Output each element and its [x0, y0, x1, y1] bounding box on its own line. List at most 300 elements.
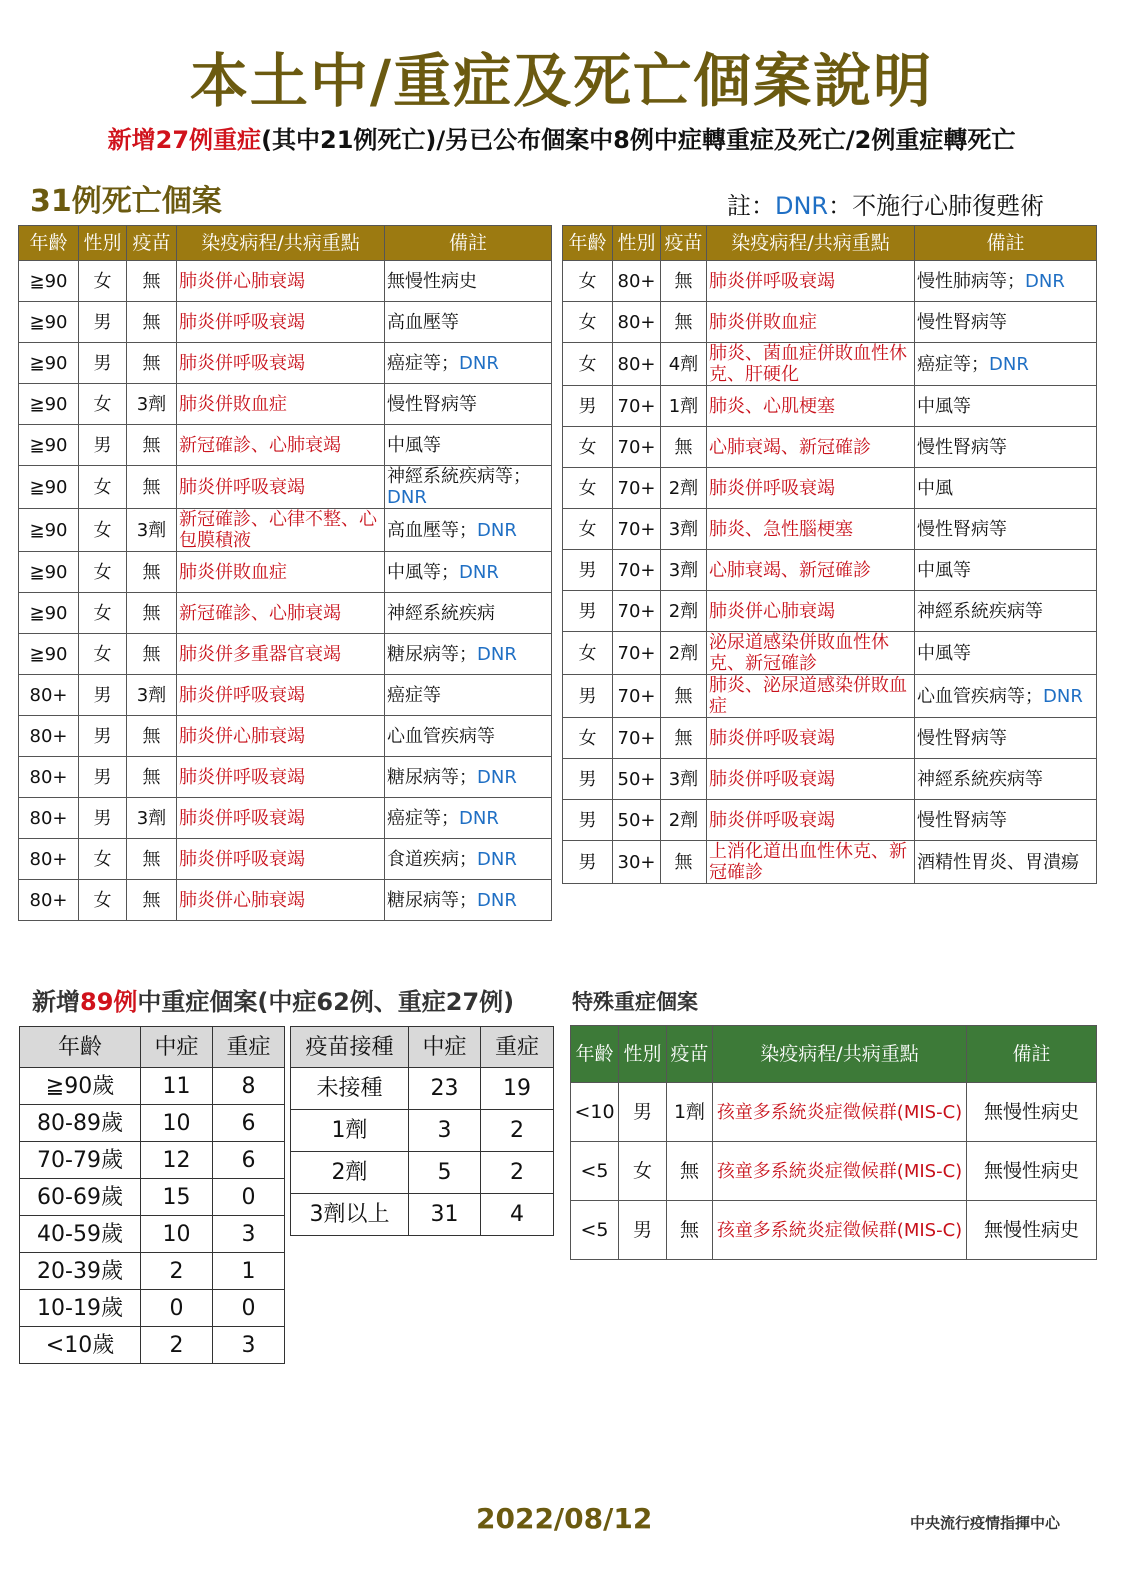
cell-note — [385, 509, 552, 552]
cell-course: 肺炎併敗血症 — [177, 552, 385, 593]
cell-note — [385, 425, 552, 466]
note-text: 心血管疾病等； — [917, 685, 1043, 707]
table-cell: <10歲 — [20, 1327, 141, 1364]
table-cell: 3 — [213, 1216, 285, 1253]
cell-vaccine: 3劑 — [127, 675, 177, 716]
cell-col2: 70+ — [613, 550, 661, 591]
note-text: 神經系統疾病 — [387, 602, 495, 624]
dnr-label: DNR — [477, 889, 517, 911]
table-row — [291, 1110, 554, 1152]
cell-note — [915, 800, 1097, 841]
table-cell: 70-79歲 — [20, 1142, 141, 1179]
cell-note — [385, 343, 552, 384]
cell-col2: 男 — [79, 757, 127, 798]
table-row — [20, 1142, 285, 1179]
note-text: 神經系統疾病等 — [917, 600, 1043, 622]
cell-vaccine: 3劑 — [127, 798, 177, 839]
cell-vaccine: 無 — [127, 757, 177, 798]
cell-col2: 男 — [79, 798, 127, 839]
column-header: 年齡 — [20, 1027, 141, 1068]
note-dnr: DNR — [775, 192, 829, 220]
note-text: 無慢性病史 — [387, 270, 477, 292]
cell-col2: 70+ — [613, 632, 661, 675]
table-cell: 23 — [409, 1068, 481, 1110]
cell-col1: 80+ — [19, 798, 79, 839]
table-cell: 1劑 — [291, 1110, 409, 1152]
cell-course: 肺炎併呼吸衰竭 — [707, 468, 915, 509]
cell-course: 肺炎併呼吸衰竭 — [707, 800, 915, 841]
cell-course: 肺炎併呼吸衰竭 — [177, 343, 385, 384]
table-cell: 3劑以上 — [291, 1194, 409, 1236]
table-cell: 女 — [619, 1142, 667, 1201]
dnr-label: DNR — [459, 561, 499, 583]
note-text: 糖尿病等； — [387, 643, 477, 665]
table-row — [19, 798, 552, 839]
note-text: ：不施行心肺復甦術 — [828, 192, 1045, 220]
cell-note — [915, 591, 1097, 632]
deaths-section-title: 31例死亡個案 — [30, 184, 222, 219]
cell-note — [915, 718, 1097, 759]
cell-col1: ≧90 — [19, 466, 79, 509]
cell-course: 肺炎併心肺衰竭 — [177, 880, 385, 921]
cell-col2: 50+ — [613, 759, 661, 800]
cell-col1: ≧90 — [19, 593, 79, 634]
table-row — [20, 1179, 285, 1216]
cell-col1: 80+ — [19, 675, 79, 716]
organization-name: 中央流行疫情指揮中心 — [910, 1514, 1061, 1532]
cell-note — [915, 302, 1097, 343]
cell-vaccine: 2劑 — [661, 468, 707, 509]
cell-vaccine: 1劑 — [661, 386, 707, 427]
table-row — [20, 1216, 285, 1253]
cell-vaccine: 2劑 — [661, 800, 707, 841]
death-table-left — [18, 225, 552, 921]
table-cell: 2劑 — [291, 1152, 409, 1194]
cell-col2: 70+ — [613, 509, 661, 550]
column-header: 疫苗 — [127, 226, 177, 261]
cell-col1: 男 — [563, 841, 613, 884]
cell-col1: 女 — [563, 343, 613, 386]
cell-col1: ≧90 — [19, 634, 79, 675]
vaccine-stats-table — [290, 1026, 554, 1236]
cell-vaccine: 無 — [661, 718, 707, 759]
cell-col2: 女 — [79, 552, 127, 593]
cell-vaccine: 無 — [661, 427, 707, 468]
table-cell: 0 — [141, 1290, 213, 1327]
cell-course: 心肺衰竭、新冠確診 — [707, 550, 915, 591]
page-subtitle — [0, 120, 1123, 155]
note-text: 慢性腎病等 — [917, 518, 1007, 540]
cell-course: 肺炎併呼吸衰竭 — [177, 675, 385, 716]
cell-note — [915, 468, 1097, 509]
note-text: 神經系統疾病等； — [387, 466, 531, 487]
table-cell: 男 — [619, 1201, 667, 1260]
cell-col1: 80+ — [19, 716, 79, 757]
cell-col2: 女 — [79, 634, 127, 675]
cell-note — [385, 552, 552, 593]
table-cell: 11 — [141, 1068, 213, 1105]
table-row — [19, 880, 552, 921]
table-cell: 10-19歲 — [20, 1290, 141, 1327]
column-header: 疫苗 — [661, 226, 707, 261]
table-cell: 15 — [141, 1179, 213, 1216]
table-cell: 2 — [141, 1327, 213, 1364]
cell-course: 上消化道出血性休克、新冠確診 — [707, 841, 915, 884]
column-header: 染疫病程/共病重點 — [177, 226, 385, 261]
table-row — [563, 302, 1097, 343]
cell-col1: 80+ — [19, 839, 79, 880]
table-cell: 2 — [141, 1253, 213, 1290]
table-row — [563, 800, 1097, 841]
cell-col2: 女 — [79, 839, 127, 880]
cell-col2: 50+ — [613, 800, 661, 841]
cell-col2: 80+ — [613, 343, 661, 386]
note-text: 慢性腎病等 — [387, 393, 477, 415]
severe-title-a: 新增 — [32, 988, 80, 1016]
cell-col1: ≧90 — [19, 384, 79, 425]
cell-course: 肺炎併多重器官衰竭 — [177, 634, 385, 675]
column-header: 性別 — [79, 226, 127, 261]
note-text: 中風等； — [387, 561, 459, 583]
cell-vaccine: 2劑 — [661, 632, 707, 675]
table-cell: 6 — [213, 1105, 285, 1142]
table-cell: 未接種 — [291, 1068, 409, 1110]
table-cell: 3 — [409, 1110, 481, 1152]
dnr-label: DNR — [459, 352, 499, 374]
table-row — [20, 1105, 285, 1142]
cell-course: 肺炎、急性腦梗塞 — [707, 509, 915, 550]
table-row — [563, 759, 1097, 800]
cell-col2: 30+ — [613, 841, 661, 884]
cell-col2: 女 — [79, 880, 127, 921]
cell-note — [385, 675, 552, 716]
cell-col1: ≧90 — [19, 552, 79, 593]
table-row — [571, 1201, 1097, 1260]
cell-vaccine: 3劑 — [661, 759, 707, 800]
cell-vaccine: 無 — [127, 466, 177, 509]
cell-course: 肺炎併呼吸衰竭 — [707, 261, 915, 302]
cell-vaccine: 3劑 — [127, 509, 177, 552]
table-row — [571, 1142, 1097, 1201]
subtitle-rest: (其中21例死亡)/另已公布個案中8例中症轉重症及死亡/2例重症轉死亡 — [261, 126, 1016, 154]
dnr-label: DNR — [989, 353, 1029, 375]
cell-vaccine: 無 — [661, 675, 707, 718]
cell-col2: 男 — [79, 302, 127, 343]
cell-col2: 70+ — [613, 718, 661, 759]
table-cell: <10 — [571, 1083, 619, 1142]
subtitle-highlight: 新增27例重症 — [107, 126, 262, 154]
cell-vaccine: 3劑 — [661, 509, 707, 550]
table-cell: 80-89歲 — [20, 1105, 141, 1142]
table-cell: 2 — [481, 1110, 554, 1152]
note-text: 慢性腎病等 — [917, 436, 1007, 458]
page-title: 本土中/重症及死亡個案說明 — [189, 47, 934, 115]
cell-note — [915, 759, 1097, 800]
table-row — [19, 343, 552, 384]
column-header: 染疫病程/共病重點 — [713, 1026, 967, 1083]
table-row — [20, 1327, 285, 1364]
table-row — [563, 343, 1097, 386]
note-text: 酒精性胃炎、胃潰瘍 — [917, 851, 1079, 873]
cell-col2: 70+ — [613, 591, 661, 632]
cell-note — [915, 386, 1097, 427]
table-cell: 19 — [481, 1068, 554, 1110]
cell-vaccine: 無 — [127, 261, 177, 302]
cell-note — [385, 634, 552, 675]
dnr-label: DNR — [477, 848, 517, 870]
table-cell: 0 — [213, 1179, 285, 1216]
cell-course: 肺炎併呼吸衰竭 — [177, 466, 385, 509]
table-row — [563, 509, 1097, 550]
dnr-label: DNR — [1043, 685, 1083, 707]
table-cell: 無 — [667, 1142, 713, 1201]
table-cell: 孩童多系統炎症徵候群(MIS-C) — [713, 1201, 967, 1260]
table-row — [563, 675, 1097, 718]
note-text: 癌症等 — [387, 684, 441, 706]
column-header: 疫苗接種 — [291, 1027, 409, 1068]
severe-section-title — [32, 982, 514, 1017]
table-cell: 男 — [619, 1083, 667, 1142]
table-cell: 無慢性病史 — [967, 1083, 1097, 1142]
table-row — [19, 302, 552, 343]
table-row — [19, 466, 552, 509]
cell-vaccine: 無 — [661, 261, 707, 302]
note-text: 高血壓等 — [387, 311, 459, 333]
cell-col2: 80+ — [613, 302, 661, 343]
table-row — [563, 632, 1097, 675]
table-row — [291, 1068, 554, 1110]
cell-note — [915, 632, 1097, 675]
cell-col1: 女 — [563, 427, 613, 468]
table-cell: 60-69歲 — [20, 1179, 141, 1216]
table-row — [19, 509, 552, 552]
table-row — [291, 1194, 554, 1236]
note-text: 神經系統疾病等 — [917, 768, 1043, 790]
table-cell: 2 — [481, 1152, 554, 1194]
cell-vaccine: 無 — [127, 634, 177, 675]
cell-course: 泌尿道感染併敗血性休克、新冠確診 — [707, 632, 915, 675]
table-cell: 0 — [213, 1290, 285, 1327]
cell-col2: 女 — [79, 466, 127, 509]
note-text: 中風等 — [917, 395, 971, 417]
note-text: 中風等 — [917, 642, 971, 664]
note-text: 慢性腎病等 — [917, 311, 1007, 333]
cell-course: 肺炎、泌尿道感染併敗血症 — [707, 675, 915, 718]
note-text: 糖尿病等； — [387, 889, 477, 911]
cell-col1: 80+ — [19, 880, 79, 921]
table-row — [563, 591, 1097, 632]
note-text: 心血管疾病等 — [387, 725, 495, 747]
note-text: 中風等 — [387, 434, 441, 456]
cell-col1: ≧90 — [19, 261, 79, 302]
table-cell: 無慢性病史 — [967, 1142, 1097, 1201]
table-cell: 4 — [481, 1194, 554, 1236]
dnr-label: DNR — [1025, 270, 1065, 292]
cell-note — [385, 798, 552, 839]
note-text: 慢性腎病等 — [917, 727, 1007, 749]
note-text: 糖尿病等； — [387, 766, 477, 788]
cell-note — [385, 466, 552, 509]
cell-course: 肺炎併心肺衰竭 — [707, 591, 915, 632]
column-header: 疫苗 — [667, 1026, 713, 1083]
cell-vaccine: 無 — [127, 302, 177, 343]
column-header: 性別 — [613, 226, 661, 261]
cell-col2: 男 — [79, 343, 127, 384]
cell-vaccine: 無 — [127, 593, 177, 634]
column-header: 中症 — [141, 1027, 213, 1068]
cell-note — [915, 550, 1097, 591]
table-cell: ≧90歲 — [20, 1068, 141, 1105]
report-date: 2022/08/12 — [476, 1502, 653, 1535]
note-text: 癌症等； — [387, 807, 459, 829]
note-prefix: 註： — [727, 192, 775, 220]
column-header: 年齡 — [19, 226, 79, 261]
table-row — [563, 718, 1097, 759]
cell-vaccine: 3劑 — [127, 384, 177, 425]
cell-vaccine: 3劑 — [661, 550, 707, 591]
table-cell: 5 — [409, 1152, 481, 1194]
cell-vaccine: 無 — [127, 839, 177, 880]
table-row — [19, 552, 552, 593]
cell-note — [915, 427, 1097, 468]
cell-note — [385, 839, 552, 880]
table-row — [19, 384, 552, 425]
cell-course: 新冠確診、心肺衰竭 — [177, 425, 385, 466]
cell-course: 肺炎併呼吸衰竭 — [707, 759, 915, 800]
severe-title-c: 中重症個案(中症62例、重症27例) — [137, 988, 515, 1016]
cell-note — [385, 716, 552, 757]
table-cell: 無 — [667, 1201, 713, 1260]
cell-note — [915, 343, 1097, 386]
cell-col2: 女 — [79, 261, 127, 302]
column-header: 年齡 — [571, 1026, 619, 1083]
table-row — [571, 1083, 1097, 1142]
cell-col2: 男 — [79, 675, 127, 716]
cell-note — [385, 261, 552, 302]
cell-col2: 70+ — [613, 386, 661, 427]
table-row — [563, 468, 1097, 509]
column-header: 染疫病程/共病重點 — [707, 226, 915, 261]
note-text: 癌症等； — [917, 353, 989, 375]
note-text: 中風 — [917, 477, 953, 499]
cell-col1: 女 — [563, 718, 613, 759]
table-cell: 10 — [141, 1105, 213, 1142]
special-cases-table — [570, 1025, 1097, 1260]
cell-col2: 70+ — [613, 675, 661, 718]
column-header: 重症 — [213, 1027, 285, 1068]
cell-course: 肺炎、心肌梗塞 — [707, 386, 915, 427]
table-row — [563, 386, 1097, 427]
cell-col1: 男 — [563, 591, 613, 632]
cell-col1: ≧90 — [19, 509, 79, 552]
cell-course: 肺炎併呼吸衰竭 — [177, 839, 385, 880]
cell-vaccine: 無 — [127, 343, 177, 384]
cell-note — [385, 880, 552, 921]
note-text: 慢性肺病等； — [917, 270, 1025, 292]
table-row — [563, 841, 1097, 884]
cell-note — [915, 261, 1097, 302]
table-cell: 無慢性病史 — [967, 1201, 1097, 1260]
table-row — [19, 425, 552, 466]
cell-col2: 80+ — [613, 261, 661, 302]
table-row — [19, 757, 552, 798]
table-cell: <5 — [571, 1142, 619, 1201]
table-cell: 6 — [213, 1142, 285, 1179]
cell-col1: 女 — [563, 302, 613, 343]
dnr-note — [727, 186, 1044, 221]
cell-course: 心肺衰竭、新冠確診 — [707, 427, 915, 468]
cell-vaccine: 無 — [127, 552, 177, 593]
cell-col1: 80+ — [19, 757, 79, 798]
cell-course: 肺炎併心肺衰竭 — [177, 716, 385, 757]
note-text: 慢性腎病等 — [917, 809, 1007, 831]
death-table-right — [562, 225, 1097, 884]
column-header: 性別 — [619, 1026, 667, 1083]
table-cell: 20-39歲 — [20, 1253, 141, 1290]
table-cell: 8 — [213, 1068, 285, 1105]
note-text: 中風等 — [917, 559, 971, 581]
dnr-label: DNR — [459, 807, 499, 829]
cell-note — [385, 384, 552, 425]
cell-col1: ≧90 — [19, 425, 79, 466]
cell-course: 新冠確診、心肺衰竭 — [177, 593, 385, 634]
table-cell: 1劑 — [667, 1083, 713, 1142]
note-text: 高血壓等； — [387, 519, 477, 541]
cell-course: 肺炎併呼吸衰竭 — [177, 798, 385, 839]
cell-col2: 女 — [79, 384, 127, 425]
cell-col1: 男 — [563, 800, 613, 841]
cell-col2: 70+ — [613, 468, 661, 509]
cell-note — [915, 841, 1097, 884]
cell-note — [915, 675, 1097, 718]
table-row — [20, 1068, 285, 1105]
table-cell: 10 — [141, 1216, 213, 1253]
cell-course: 肺炎併呼吸衰竭 — [177, 757, 385, 798]
table-row — [19, 634, 552, 675]
column-header: 備註 — [967, 1026, 1097, 1083]
cell-vaccine: 無 — [661, 841, 707, 884]
cell-col2: 70+ — [613, 427, 661, 468]
table-cell: 1 — [213, 1253, 285, 1290]
cell-col1: 男 — [563, 386, 613, 427]
cell-vaccine: 4劑 — [661, 343, 707, 386]
cell-note — [385, 302, 552, 343]
cell-col1: ≧90 — [19, 343, 79, 384]
dnr-label: DNR — [477, 519, 517, 541]
severe-title-count: 89例 — [80, 988, 138, 1016]
table-row — [563, 261, 1097, 302]
table-row — [563, 427, 1097, 468]
dnr-label: DNR — [477, 766, 517, 788]
cell-course: 肺炎併敗血症 — [707, 302, 915, 343]
column-header: 中症 — [409, 1027, 481, 1068]
cell-note — [385, 593, 552, 634]
table-row — [20, 1290, 285, 1327]
table-cell: 3 — [213, 1327, 285, 1364]
note-text: 癌症等； — [387, 352, 459, 374]
cell-course: 肺炎併敗血症 — [177, 384, 385, 425]
table-cell: <5 — [571, 1201, 619, 1260]
cell-note — [915, 509, 1097, 550]
cell-col2: 女 — [79, 593, 127, 634]
cell-col2: 女 — [79, 509, 127, 552]
dnr-label: DNR — [477, 643, 517, 665]
table-cell: 孩童多系統炎症徵候群(MIS-C) — [713, 1142, 967, 1201]
cell-col1: ≧90 — [19, 302, 79, 343]
cell-vaccine: 無 — [661, 302, 707, 343]
column-header: 重症 — [481, 1027, 554, 1068]
dnr-label: DNR — [387, 487, 427, 508]
